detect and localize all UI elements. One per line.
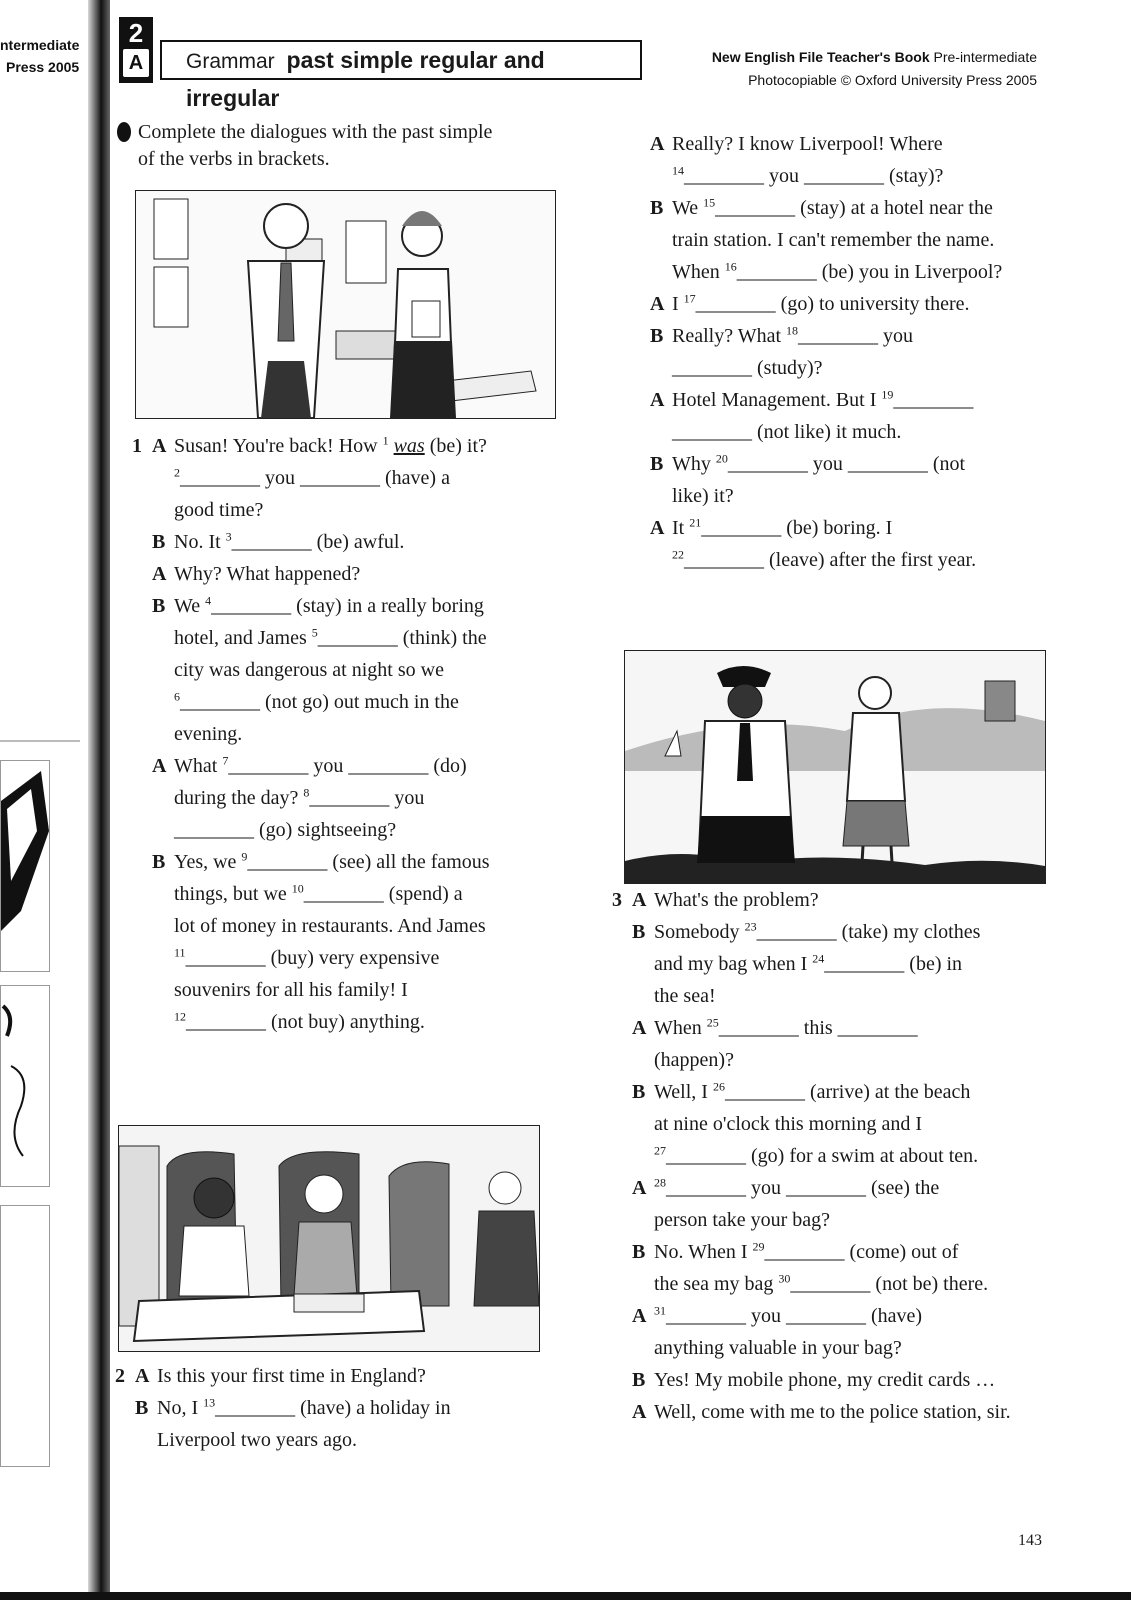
dialogue-2-continued [650, 128, 1090, 576]
dialogue-line: souvenirs for all his family! I [174, 979, 408, 1001]
margin-fragment-3 [0, 1205, 50, 1467]
dialogue-line: A Why? What happened? [152, 563, 361, 585]
dialogue-line: B No, I $^{13}$________ (have) a holiday in [135, 1395, 451, 1419]
dialogue-line: city was dangerous at night so we [174, 659, 444, 681]
dialogue-line: B Why $^{20}$________ you ________ (not [650, 451, 966, 475]
dialogue-line: B Somebody $^{23}$________ (take) my clothes [632, 919, 981, 943]
dialogue-line: A It $^{21}$________ (be) boring. I [650, 515, 893, 539]
margin-fragment-2 [0, 985, 50, 1187]
page-number: 143 [1018, 1532, 1042, 1549]
dialogue-line: train station. I can't remember the name. [672, 229, 995, 251]
dialogue-line: B No. When I $^{29}$________ (come) out of [632, 1239, 959, 1263]
dialogue-line: anything valuable in your bag? [654, 1337, 902, 1359]
dialogue-line: A $^{28}$________ you ________ (see) the [632, 1175, 940, 1199]
item-number: 3 [612, 889, 622, 911]
publisher-line-1 [677, 49, 1037, 65]
dialogue-2 [115, 1360, 555, 1456]
dialogue-line: B Yes! My mobile phone, my credit cards … [632, 1369, 996, 1391]
dialogue-line: ________ (go) sightseeing? [174, 819, 397, 841]
section-label: Grammar [186, 50, 275, 73]
margin-text-2: Press 2005 [6, 59, 80, 75]
unit-number: 2 [128, 18, 144, 48]
dialogue-line: $^{22}$________ (leave) after the first year. [672, 547, 977, 571]
unit-letter: A [123, 49, 149, 77]
dialogue-line: hotel, and James $^5$________ (think) the [174, 625, 487, 649]
publisher-line-2: Photocopiable © Oxford University Press 2005 [748, 72, 1037, 88]
dialogue-line: ________ (study)? [672, 357, 823, 379]
dialogue-line: A $^{31}$________ you ________ (have) [632, 1303, 923, 1327]
dialogue-line: person take your bag? [654, 1209, 831, 1231]
dialogue-line: good time? [174, 499, 264, 521]
dialogue-line: like) it? [672, 485, 734, 507]
dialogue-line: things, but we $^{10}$________ (spend) a [174, 881, 463, 905]
dialogue-line: evening. [174, 723, 243, 745]
dialogue-line: at nine o'clock this morning and I [654, 1113, 922, 1135]
dialogue-line: B We $^4$________ (stay) in a really boring [152, 593, 484, 617]
dialogue-line: $^6$________ (not go) out much in the [174, 689, 459, 713]
dialogue-line: ________ (not like) it much. [672, 421, 902, 443]
page-spine [88, 0, 110, 1600]
instruction-line-1: Complete the dialogues with the past simple [138, 121, 493, 143]
dialogue-line: A What $^7$________ you ________ (do) [152, 753, 467, 777]
dialogue-1 [132, 430, 562, 1038]
dialogue-line: B Well, I $^{26}$________ (arrive) at the beach [632, 1079, 971, 1103]
dialogue-line: $^{12}$________ (not buy) anything. [174, 1009, 425, 1033]
example-answer: was [393, 435, 425, 457]
dialogue-line: B No. It $^3$________ (be) awful. [152, 529, 405, 553]
margin-fragment-1 [0, 760, 50, 972]
dialogue-line: lot of money in restaurants. And James [174, 915, 486, 937]
dialogue-line: A Really? I know Liverpool! Where [650, 133, 943, 155]
bullet-icon [117, 122, 131, 142]
dialogue-line: and my bag when I $^{24}$________ (be) in [654, 951, 963, 975]
dialogue-line: $^{14}$________ you ________ (stay)? [672, 163, 944, 187]
dialogue-line: $^2$________ you ________ (have) a [174, 465, 450, 489]
dialogue-line: A Hotel Management. But I $^{19}$________ [650, 387, 974, 411]
unit-badge [119, 17, 153, 83]
item-number: 1 [132, 435, 142, 457]
dialogue-line: A When $^{25}$________ this ________ [632, 1015, 918, 1039]
margin-text-1: ntermediate [0, 37, 80, 53]
beach-illustration [624, 650, 1046, 884]
dialogue-line: A I $^{17}$________ (go) to university there. [650, 291, 970, 315]
dialogue-line: Liverpool two years ago. [157, 1429, 357, 1451]
dialogue-line: When $^{16}$________ (be) you in Liverpool? [672, 259, 1003, 283]
dialogue-line: (happen)? [654, 1049, 734, 1071]
dialogue-line: 3 A What's the problem? [612, 884, 1062, 916]
dialogue-line: B Yes, we $^9$________ (see) all the famous [152, 849, 490, 873]
train-illustration [118, 1125, 540, 1352]
dialogue-line: A Well, come with me to the police station, sir. [632, 1401, 1011, 1423]
book-title: New English File Teacher's Book [711, 49, 930, 65]
dialogue-line: B We $^{15}$________ (stay) at a hotel near the [650, 195, 993, 219]
dialogue-3 [612, 884, 1062, 1428]
dialogue-line: $^{27}$________ (go) for a swim at about ten. [654, 1143, 979, 1167]
margin-divider [0, 740, 80, 742]
dialogue-line: the sea! [654, 985, 716, 1007]
scan-edge [0, 1592, 1131, 1600]
page-title [160, 40, 642, 111]
topic-label: past simple regular and irregular [186, 47, 545, 111]
item-number: 2 [115, 1365, 125, 1387]
office-illustration [135, 190, 556, 419]
dialogue-line: B Really? What $^{18}$________ you [650, 323, 914, 347]
dialogue-line: 2 A Is this your first time in England? [115, 1360, 555, 1392]
dialogue-line: 1 A Susan! You're back! How $^1$ was (be) it? [132, 430, 562, 462]
dialogue-line: $^{11}$________ (buy) very expensive [174, 945, 440, 969]
dialogue-line: the sea my bag $^{30}$________ (not be) there. [654, 1271, 989, 1295]
instruction-line-2: of the verbs in brackets. [138, 148, 330, 170]
dialogue-line: during the day? $^8$________ you [174, 785, 425, 809]
book-level: Pre-intermediate [929, 49, 1037, 65]
